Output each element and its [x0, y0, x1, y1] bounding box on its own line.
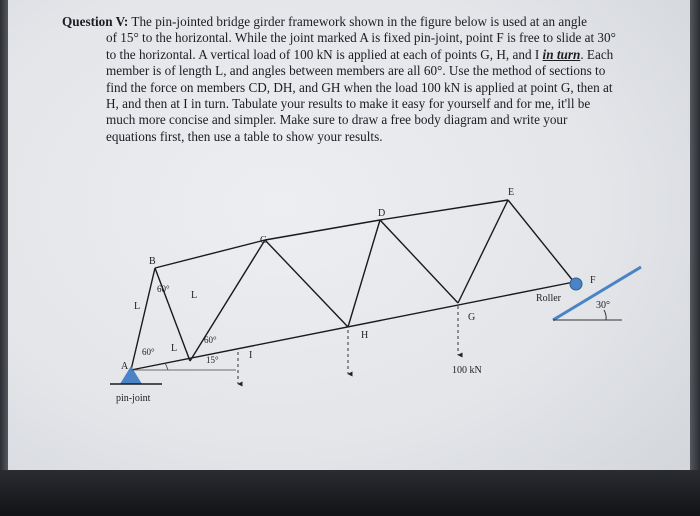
question-line-7: much more concise and simpler. Make sure to draw a free body diagram and write your: [106, 112, 568, 128]
question-line-4: member is of length L, and angles between members are all 60°. Use the method of sections to: [106, 63, 606, 79]
question-line-8: equations first, then use a table to show your results.: [106, 128, 383, 144]
emphasis-in-turn: in turn: [542, 46, 581, 62]
question-line-1: Question V: The pin-jointed bridge girder framework shown in the figure below is used at an angle: [62, 14, 587, 29]
roller-label: Roller: [536, 293, 561, 304]
pin-joint-label: pin-joint: [116, 393, 151, 404]
question-line-6: H, and then at I in turn. Tabulate your results to make it easy for yourself and for me, it'll be: [106, 96, 591, 112]
joint-a-label: A: [121, 361, 129, 372]
monitor-bezel-left: [0, 0, 8, 470]
question-line-5: find the force on members CD, DH, and GH when the load 100 kN is applied at point G, then at: [106, 79, 613, 95]
load-lines: [238, 306, 458, 384]
roller-support-icon: [570, 278, 582, 290]
joint-f-label: F: [590, 275, 596, 286]
length-bi-label: L: [191, 290, 198, 301]
angle-15-label: 15°: [206, 355, 219, 365]
angle-a-label: 60°: [142, 347, 155, 357]
load-label: 100 kN: [452, 365, 482, 376]
angle-i-label: 60°: [204, 335, 217, 345]
question-line-3: to the horizontal. A vertical load of 100 kN is applied at each of points G, H, and I in turn. Each: [106, 46, 614, 62]
joint-g-label: G: [468, 312, 476, 323]
length-ai-label: L: [171, 343, 178, 354]
joint-i-label: I: [249, 350, 253, 361]
joint-c-label: C: [260, 235, 267, 246]
joint-d-label: D: [378, 208, 386, 219]
monitor-bezel-bottom: [0, 470, 700, 516]
inclined-plane: [553, 267, 641, 320]
question-label: Question V:: [62, 14, 129, 29]
length-ab-label: L: [134, 301, 141, 312]
monitor-bezel-right: [690, 0, 700, 470]
joint-e-label: E: [508, 187, 515, 198]
angle-b-label: 60°: [157, 284, 170, 294]
joint-b-label: B: [149, 256, 156, 267]
joint-h-label: H: [361, 330, 369, 341]
truss-members: [131, 200, 574, 370]
angle-30-label: 30°: [596, 300, 610, 311]
question-line-2: of 15° to the horizontal. While the joint marked A is fixed pin-joint, point F is free to slide at 30°: [106, 30, 616, 46]
